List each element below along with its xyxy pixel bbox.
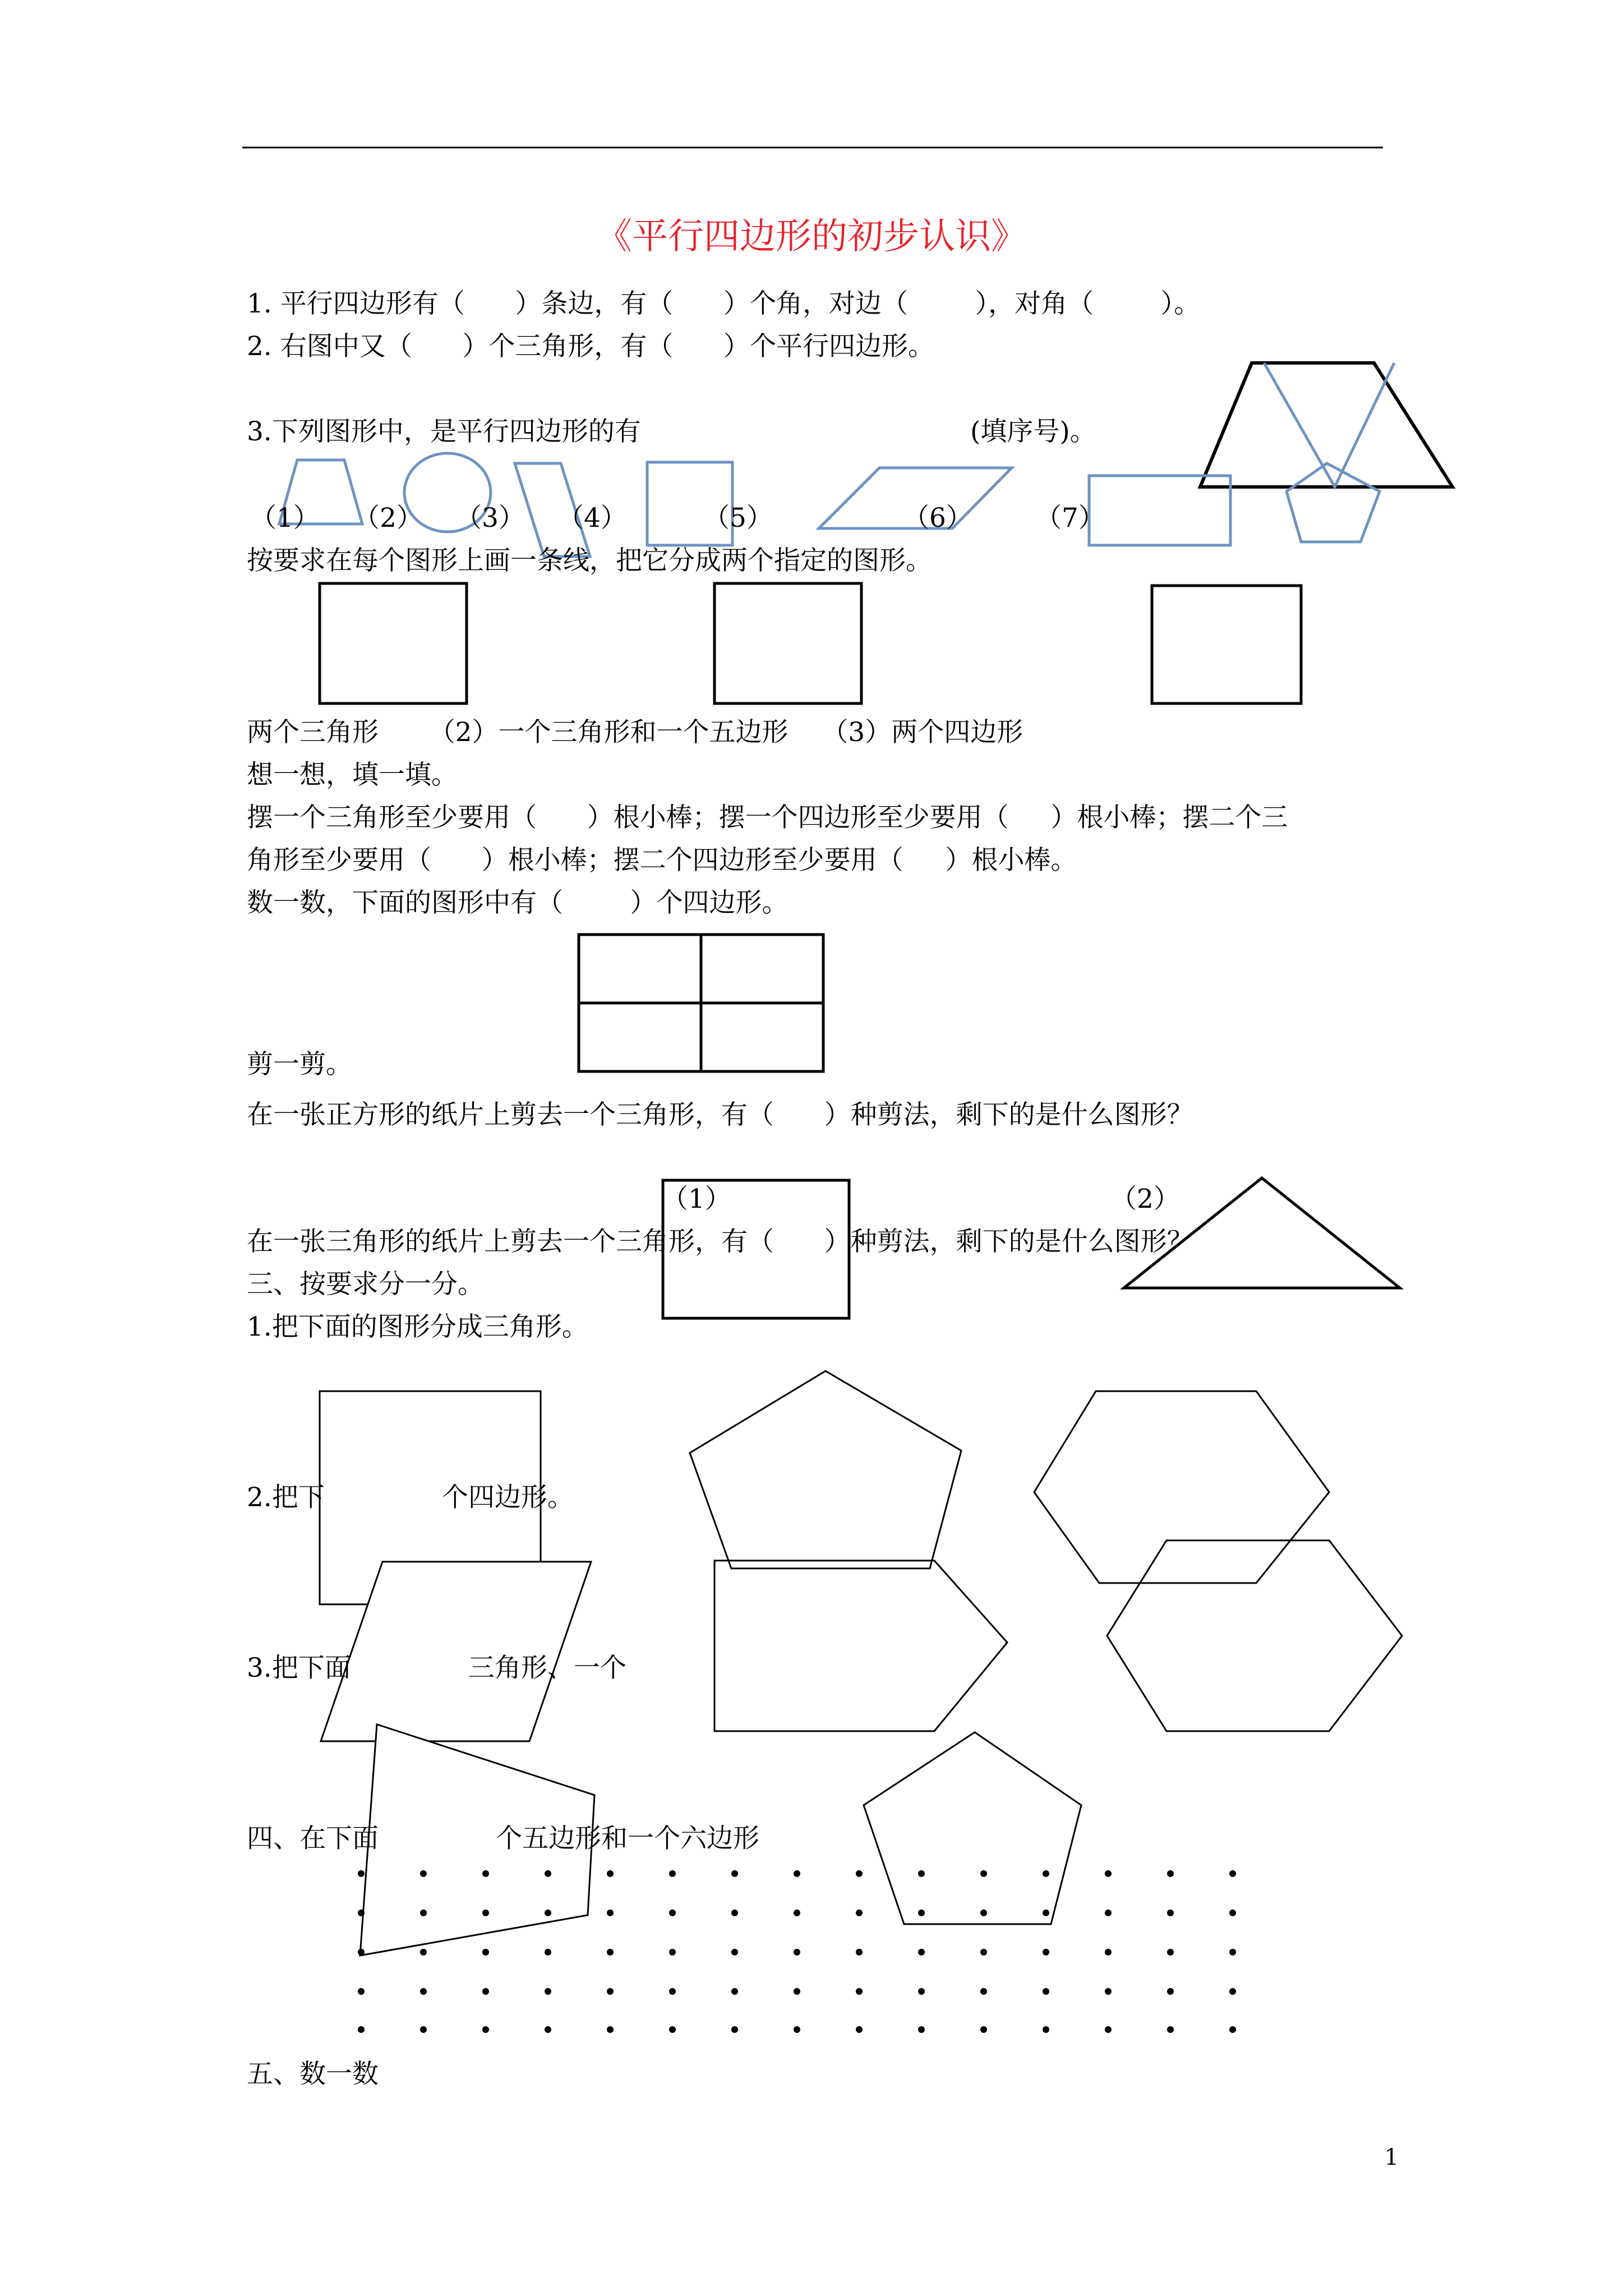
grid-dot [1229,1988,1236,1995]
grid-dot [1105,1949,1112,1955]
grid-dot [358,2026,365,2033]
section-5-heading: 五、数一数 [247,2059,379,2090]
grid-dot [1167,2026,1174,2033]
grid-dot [1167,1870,1174,1877]
grid-dot [794,1949,800,1955]
grid-dot [794,2026,800,2033]
grid-dot [1043,1910,1049,1916]
section-3-heading: 三、按要求分一分。 [247,1269,484,1300]
grid-dot [980,1988,987,1995]
grid-dot [918,2026,925,2033]
grid-dot [545,1870,551,1877]
grid-dot [1105,2026,1112,2033]
grid-dot [794,1910,800,1916]
question-2: 2. 右图中又（ ）个三角形，有（ ）个平行四边形。 [247,331,935,362]
grid-dot [1167,1910,1174,1916]
count-quads-grid [579,935,823,1071]
grid-dot [1043,1949,1049,1955]
grid-dot [358,1949,365,1955]
section-3-item-3: 3.把下面 三角形、一个 [247,1653,627,1683]
page-number: 1 [1384,2145,1399,2170]
grid-dot [358,1870,365,1877]
grid-dot [731,1988,738,1995]
grid-dot [482,2026,489,2033]
cut-triangle-question: 在一张三角形的纸片上剪去一个三角形，有（ ）种剪法，剩下的是什么图形？ [247,1226,1193,1257]
cut-label-1: （1） [662,1184,731,1214]
shape-label-1: （1） [250,503,320,533]
grid-dot [794,1870,800,1877]
grid-dot [482,1949,489,1955]
grid-dot [1167,1988,1174,1995]
grid-dot [1229,1910,1236,1916]
sticks-line-2: 角形至少要用（ ）根小棒；摆二个四边形至少要用（ ）根小棒。 [247,845,1077,876]
grid-dot [1105,1870,1112,1877]
s3-hexagon-1 [1034,1391,1329,1583]
shape-label-2: （2） [353,503,423,533]
sticks-line-1: 摆一个三角形至少要用（ ）根小棒；摆一个四边形至少要用（ ）根小棒；摆二个三 [247,802,1288,833]
grid-dot [980,1910,987,1916]
grid-dot [731,1870,738,1877]
grid-dot [545,1949,551,1955]
grid-dot [669,1988,676,1995]
grid-dot [918,1949,925,1955]
grid-dot [918,1870,925,1877]
grid-dot [1043,1870,1049,1877]
grid-dot [669,1870,676,1877]
grid-dot [731,1910,738,1916]
grid-dot [669,1910,676,1916]
grid-dot [545,1988,551,1995]
section-4-heading: 四、在下面 个五边形和一个六边形 [247,1823,760,1854]
question-1: 1. 平行四边形有（ ）条边，有（ ）个角，对边（ ），对角（ ）。 [247,288,1201,319]
grid-dot [607,1988,614,1995]
grid-dot [856,1988,863,1995]
grid-dot [1043,2026,1049,2033]
grid-dot [358,1988,365,1995]
grid-dot [545,1910,551,1916]
grid-dot [482,1910,489,1916]
grid-dot [358,1910,365,1916]
grid-dot [856,1949,863,1955]
grid-dot [420,2026,427,2033]
shape-label-7: （7） [1035,503,1105,533]
s3-hexagon-2 [1107,1540,1402,1731]
cut-heading: 剪一剪。 [247,1049,352,1080]
question-3: 3.下列图形中，是平行四边形的有 [247,416,641,447]
grid-dot [1229,1870,1236,1877]
cut-square-question: 在一张正方形的纸片上剪去一个三角形，有（ ）种剪法，剩下的是什么图形？ [247,1099,1193,1130]
grid-dot [1229,2026,1236,2033]
shape-label-3: （3） [455,503,525,533]
grid-dot [1105,1910,1112,1916]
section-3-item-2: 2.把下 个四边形。 [247,1482,574,1513]
grid-dot [482,1988,489,1995]
grid-dot [918,1910,925,1916]
shape-label-4: （4） [557,503,627,533]
cut-label-2: （2） [1110,1184,1180,1214]
grid-dot [420,1910,427,1916]
question-2-figure [1200,363,1453,542]
shape-label-5: （5） [703,503,773,533]
grid-dot [980,1870,987,1877]
grid-dot [1167,1949,1174,1955]
grid-dot [607,2026,614,2033]
s3-pentagon-arrow [714,1561,1007,1731]
s3-pentagon-small [864,1732,1081,1924]
grid-dot [545,2026,551,2033]
grid-dot [856,1870,863,1877]
grid-dot [1229,1949,1236,1955]
grid-dot [607,1949,614,1955]
draw-line-rectangles [320,583,1301,703]
grid-dot [669,2026,676,2033]
grid-dot [420,1949,427,1955]
grid-dot [980,1949,987,1955]
grid-dot [669,1949,676,1955]
grid-dot [731,1949,738,1955]
shape-label-6: （6） [903,503,972,533]
draw-line-instruction: 按要求在每个图形上画一条线，把它分成两个指定的图形。 [247,545,932,576]
grid-dot [607,1870,614,1877]
grid-dot [856,2026,863,2033]
draw-line-options: 两个三角形 （2）一个三角形和一个五边形 （3）两个四边形 [247,717,1023,748]
grid-dot [980,2026,987,2033]
grid-dot [1105,1988,1112,1995]
section-3-item-1: 1.把下面的图形分成三角形。 [247,1312,588,1342]
page-title: 《平行四边形的初步认识》 [596,216,1027,257]
grid-dot [731,2026,738,2033]
grid-dot [794,1988,800,1995]
s3-pentagon [690,1371,961,1568]
question-3-suffix: (填序号)。 [970,416,1096,447]
grid-dot [420,1870,427,1877]
grid-dot [482,1870,489,1877]
grid-dot [856,1910,863,1916]
count-quads: 数一数，下面的图形中有（ ）个四边形。 [247,887,789,918]
grid-dot [918,1988,925,1995]
grid-dot [1043,1988,1049,1995]
grid-dot [607,1910,614,1916]
think-heading: 想一想，填一填。 [247,760,458,790]
grid-dot [420,1988,427,1995]
